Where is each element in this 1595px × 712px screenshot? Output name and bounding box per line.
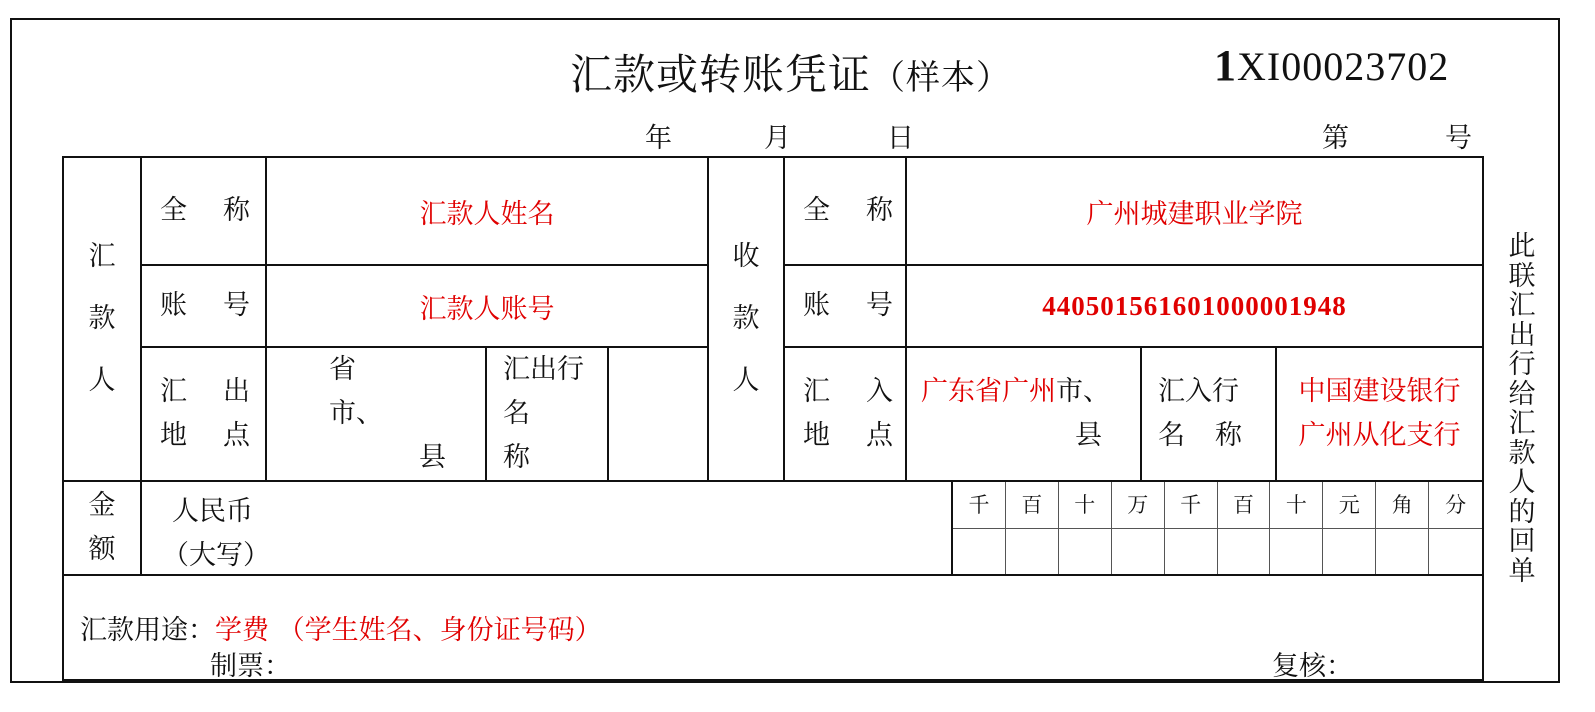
unit-wan: 万 xyxy=(1112,482,1165,529)
payee-fullname-field[interactable]: 广州城建职业学院 xyxy=(906,157,1483,265)
issuer-label: 制票： xyxy=(210,651,291,682)
remitter-place-field[interactable] xyxy=(266,347,486,481)
payee-county: 县 xyxy=(1075,420,1103,451)
payee-section-label: 收 款 人 xyxy=(708,157,784,481)
voucher-table xyxy=(62,156,1484,681)
voucher-no-suffix: 号 xyxy=(1445,123,1472,154)
amount-row xyxy=(141,481,1483,575)
digit-cell xyxy=(1218,529,1271,574)
reviewer-label: 复核： xyxy=(1272,651,1353,682)
serial-number xyxy=(1214,40,1449,91)
purpose-value: 学费 （学生姓名、身份证号码） xyxy=(215,615,602,646)
payee-fullname-label: 全称 xyxy=(784,157,906,265)
date-year: 年 xyxy=(645,123,672,154)
unit-hundred: 百 xyxy=(1218,482,1271,529)
title-suffix: （样本） xyxy=(871,58,1012,98)
digit-cell xyxy=(1165,529,1218,574)
remitter-city: 市、 xyxy=(329,398,383,429)
digit-cell xyxy=(1376,529,1429,574)
payee-province-value: 广东 xyxy=(921,376,976,407)
payee-place-field[interactable]: 广东省广州市、 县 xyxy=(906,347,1141,481)
remitter-section-label: 汇 款 人 xyxy=(63,157,141,481)
unit-thousand-wan: 千 xyxy=(953,482,1006,529)
payee-place-label: 汇入 地点 xyxy=(784,347,906,481)
remitter-fullname-field[interactable]: 汇款人姓名 xyxy=(266,157,708,265)
serial-prefix: 1 xyxy=(1214,41,1237,90)
amount-label: 金 额 xyxy=(63,481,141,575)
digit-cell xyxy=(953,529,1006,574)
digit-cell xyxy=(1059,529,1112,574)
voucher-title: 汇款或转账凭证（样本） xyxy=(570,50,1012,99)
voucher-no-prefix: 第 xyxy=(1322,123,1349,154)
remitter-fullname-label: 全称 xyxy=(141,157,266,265)
remitter-place-label: 汇出 地点 xyxy=(141,347,266,481)
remitter-province: 省 xyxy=(329,354,356,385)
remitter-bank-field[interactable] xyxy=(608,347,708,481)
payee-account-field[interactable]: 440501561601000001948 xyxy=(906,265,1483,347)
digit-cell xyxy=(1429,529,1482,574)
purpose-label: 汇款用途： xyxy=(80,615,215,646)
payee-account-label: 账号 xyxy=(784,265,906,347)
remitter-bank-label: 汇出行 名称 xyxy=(486,347,608,481)
amount-digit-grid[interactable] xyxy=(951,482,1482,574)
remitter-county: 县 xyxy=(419,442,446,473)
amount-words-field[interactable]: 人民币 （大写） xyxy=(162,496,270,571)
unit-ten-wan: 十 xyxy=(1059,482,1112,529)
copy-note-vertical: 此联汇出行给汇款人的回单 xyxy=(1508,231,1536,587)
remitter-account-label: 账号 xyxy=(141,265,266,347)
unit-hundred-wan: 百 xyxy=(1006,482,1059,529)
serial-rest: XI00023702 xyxy=(1237,44,1450,89)
payee-bank-field[interactable]: 中国建设银行 广州从化支行 xyxy=(1276,347,1483,481)
remitter-account-field[interactable]: 汇款人账号 xyxy=(266,265,708,347)
unit-fen: 分 xyxy=(1429,482,1482,529)
payee-city-value: 广州 xyxy=(1002,376,1057,407)
digit-cell xyxy=(1112,529,1165,574)
unit-thousand: 千 xyxy=(1165,482,1218,529)
date-day: 日 xyxy=(887,123,914,154)
unit-jiao: 角 xyxy=(1376,482,1429,529)
unit-ten: 十 xyxy=(1270,482,1323,529)
date-month: 月 xyxy=(764,123,791,154)
digit-cell xyxy=(1270,529,1323,574)
payee-bank-label: 汇入行 名称 xyxy=(1141,347,1276,481)
digit-cell xyxy=(1006,529,1059,574)
unit-yuan: 元 xyxy=(1323,482,1376,529)
digit-cell xyxy=(1323,529,1376,574)
